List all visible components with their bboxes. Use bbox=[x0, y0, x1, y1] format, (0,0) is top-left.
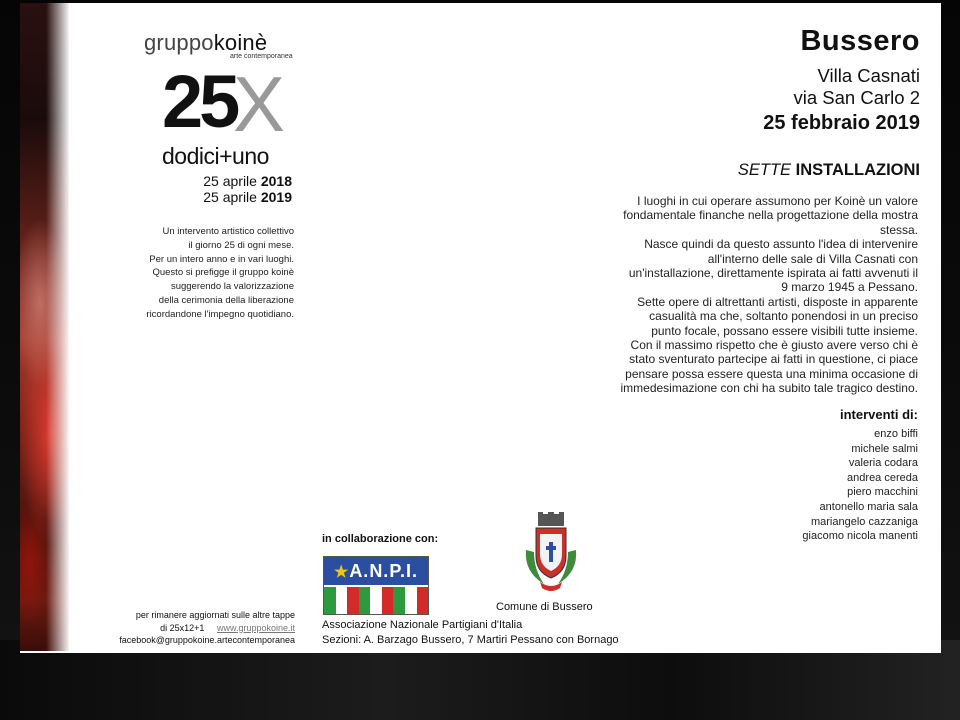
flyer-page bbox=[20, 3, 941, 653]
italian-flag-icon bbox=[324, 587, 428, 614]
facebook-link[interactable]: facebook@gruppokoine.artecontemporanea bbox=[119, 635, 295, 645]
artist-item: antonello maria sala bbox=[819, 500, 918, 513]
artist-item: michele salmi bbox=[851, 442, 918, 455]
anpi-logo bbox=[323, 556, 429, 615]
event-date: 25 febbraio 2019 bbox=[763, 112, 920, 134]
artist-item: mariangelo cazzaniga bbox=[810, 515, 918, 528]
event-title: Bussero bbox=[800, 25, 920, 57]
artist-item: valeria codara bbox=[848, 457, 918, 470]
date-range bbox=[130, 173, 292, 205]
brand-name: koinè bbox=[213, 30, 268, 55]
brand-subtitle: arte contemporanea bbox=[230, 53, 293, 60]
event-venue: Villa Casnati bbox=[817, 65, 920, 86]
comune-label: Comune di Bussero bbox=[496, 601, 593, 613]
collab-label: in collaborazione con: bbox=[322, 533, 439, 545]
date-end: 25 aprile 2019 bbox=[203, 189, 292, 205]
artists-list bbox=[720, 427, 918, 544]
event-location bbox=[680, 65, 920, 109]
description-text: I luoghi in cui operare assumono per Koinè un valore fondamentale finanche nella progettazione della mostra stessa. Nasce quindi da questo assunto l'idea di intervenire all'interno delle sale di Villa Casnati con un'installazione, direttamente ispirata ai fatti avvenuti il 9 marzo 1945 a Pessano. Sette opere di altrettanti artisti, disposte in apparente casualità ma che, soltanto ponendosi in un preciso punto focale, possano essere visibili tutte insieme. Con il massimo rispetto che è giusto avere verso chi è stato sventurato partecipe ai fatti in questione, ci piace pensare possa essere questa una minima occasione di immedesimazione con chi ha subito tale tragico destino. bbox=[620, 194, 918, 396]
logo-number: 25 bbox=[162, 60, 237, 143]
anpi-text: A.N.P.I. bbox=[349, 561, 419, 581]
section-heading: SETTE INSTALLAZIONI bbox=[737, 161, 920, 179]
logo-tagline: dodici+uno bbox=[162, 143, 269, 169]
star-icon: ★ bbox=[333, 564, 350, 581]
artist-item: enzo biffi bbox=[874, 428, 918, 440]
coat-of-arms-icon bbox=[518, 512, 584, 594]
association-text: Associazione Nazionale Partigiani d'Italia Sezioni: A. Barzago Bussero, 7 Martiri Pessano con Bornago bbox=[322, 619, 619, 646]
artist-item: piero macchini bbox=[847, 486, 918, 499]
event-address: via San Carlo 2 bbox=[793, 87, 920, 108]
artist-item: giacomo nicola manenti bbox=[802, 530, 918, 543]
brand-prefix: gruppo bbox=[144, 30, 214, 55]
artist-item: andrea cereda bbox=[847, 471, 918, 484]
date-start: 25 aprile 2018 bbox=[203, 173, 292, 189]
intro-text: Un intervento artistico collettivo il giorno 25 di ogni mese. Per un intero anno e in vari luoghi. Questo si prefigge il gruppo koinè suggerendo la valorizzazione della cerimonia della liberazione ricordandone l'impegno quotidiano. bbox=[146, 226, 294, 320]
footer-info: per rimanere aggiornati sulle altre tappe di 25x12+1 www.gruppokoine.it facebook@gruppokoine.artecontemporanea bbox=[65, 609, 295, 647]
artists-heading: interventi di: bbox=[839, 407, 918, 422]
website-link[interactable]: www.gruppokoine.it bbox=[216, 622, 295, 633]
logo-letter: X bbox=[233, 60, 286, 148]
